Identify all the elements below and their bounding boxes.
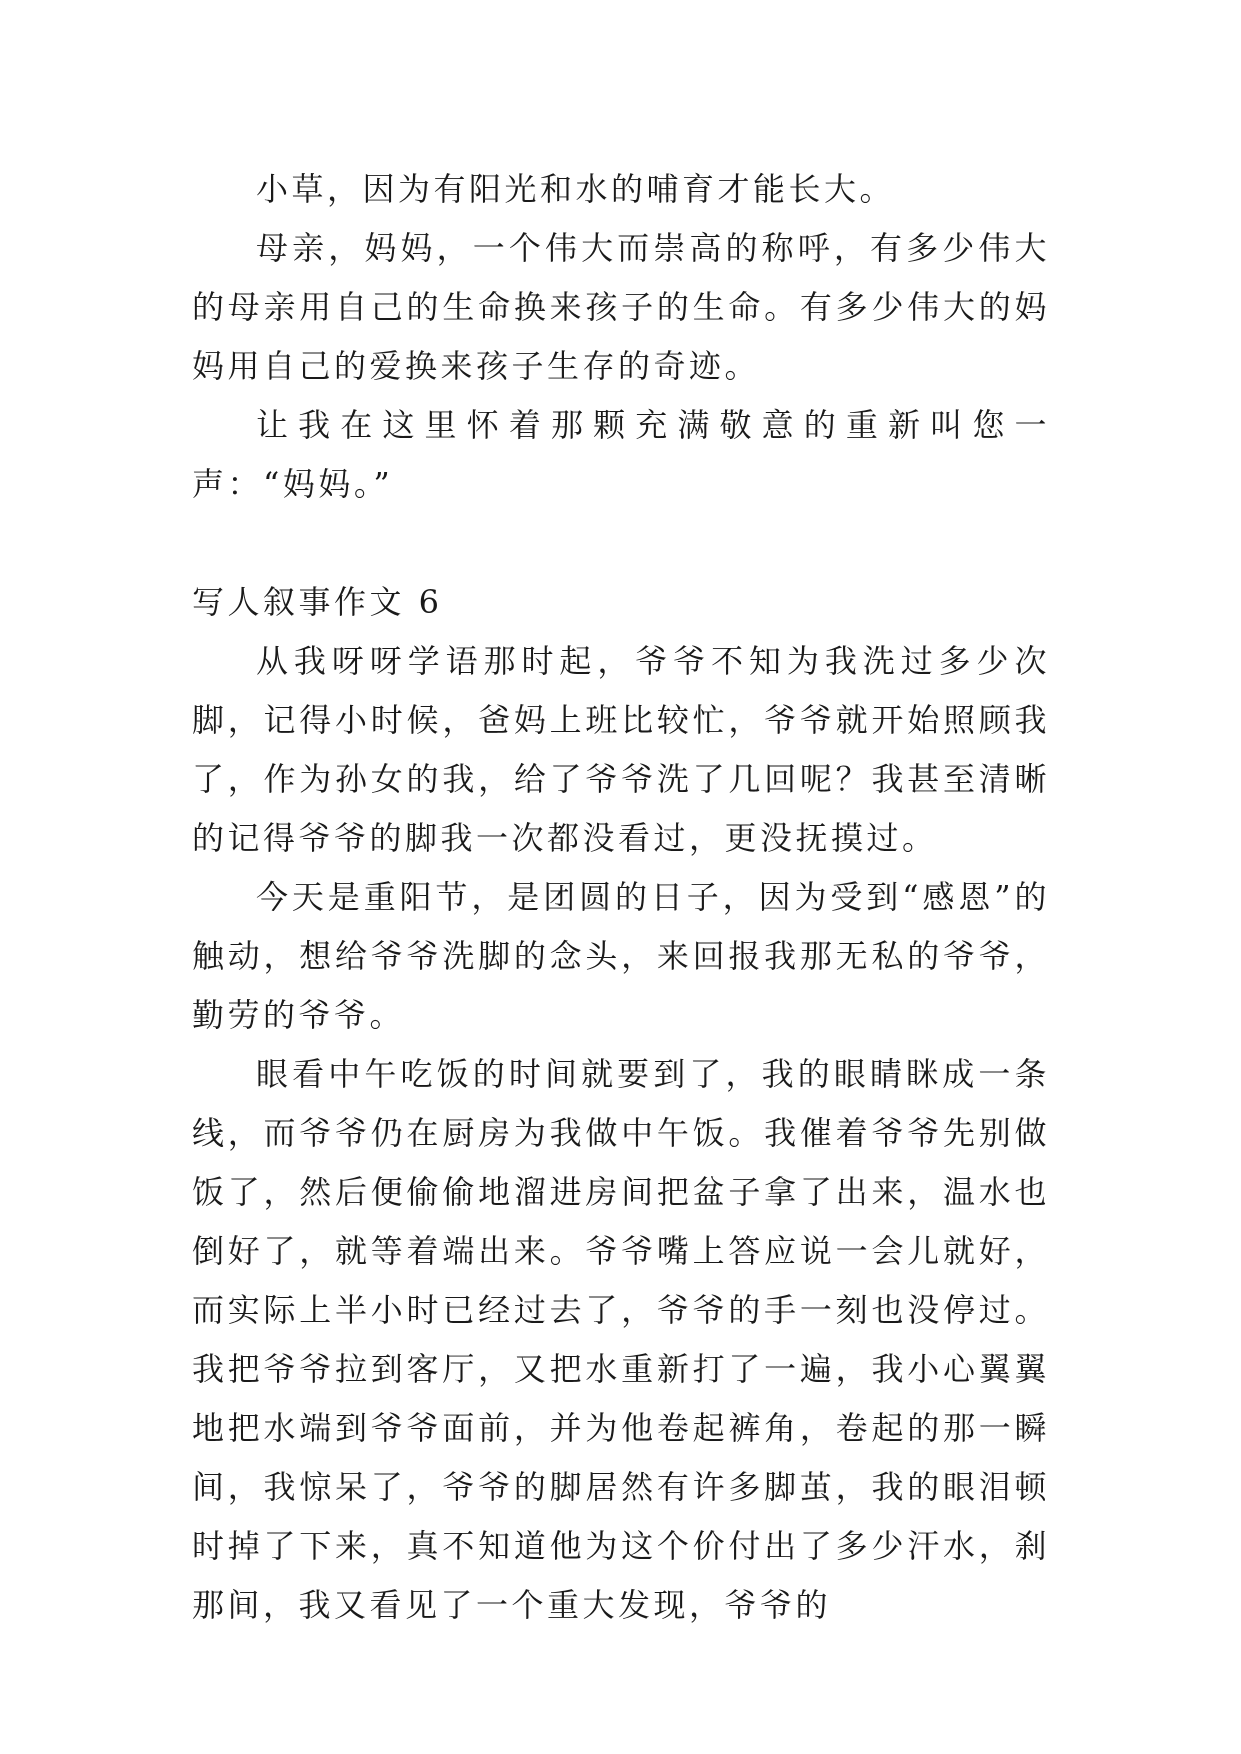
document-page [192, 160, 1050, 1635]
paragraph-grass: 小草，因为有阳光和水的哺育才能长大。 [256, 170, 896, 208]
section-gap [192, 514, 1050, 573]
paragraph-grandpa-memory: 从我呀呀学语那时起，爷爷不知为我洗过多少次脚，记得小时候，爸妈上班比较忙，爷爷就开始照顾我了，作为孙女的我，给了爷爷洗了几回呢？我甚至清晰的记得爷爷的脚我一次都没看过，更没抚摸过。 [192, 642, 1050, 857]
paragraph-washing-feet: 眼看中午吃饭的时间就要到了，我的眼睛眯成一条线，而爷爷仍在厨房为我做中午饭。我催着爷爷先别做饭了，然后便偷偷地溜进房间把盆子拿了出来，温水也倒好了，就等着端出来。爷爷嘴上答应说一会儿就好，而实际上半小时已经过去了，爷爷的手一刻也没停过。我把爷爷拉到客厅，又把水重新打了一遍，我小心翼翼地把水端到爷爷面前，并为他卷起裤角，卷起的那一瞬间，我惊呆了，爷爷的脚居然有许多脚茧，我的眼泪顿时掉了下来，真不知道他为这个价付出了多少汗水，刹那间，我又看见了一个重大发现，爷爷的 [192, 1055, 1050, 1624]
paragraph-double-ninth: 今天是重阳节，是团圆的日子，因为受到“感恩”的触动，想给爷爷洗脚的念头，来回报我那无私的爷爷，勤劳的爷爷。 [192, 878, 1050, 1034]
paragraph-call-mom: 让我在这里怀着那颗充满敬意的重新叫您一声：“妈妈。” [192, 406, 1050, 503]
paragraph-mother: 母亲，妈妈，一个伟大而崇高的称呼，有多少伟大的母亲用自己的生命换来孩子的生命。有多少伟大的妈妈用自己的爱换来孩子生存的奇迹。 [192, 229, 1050, 385]
section-heading: 写人叙事作文 6 [192, 583, 443, 621]
